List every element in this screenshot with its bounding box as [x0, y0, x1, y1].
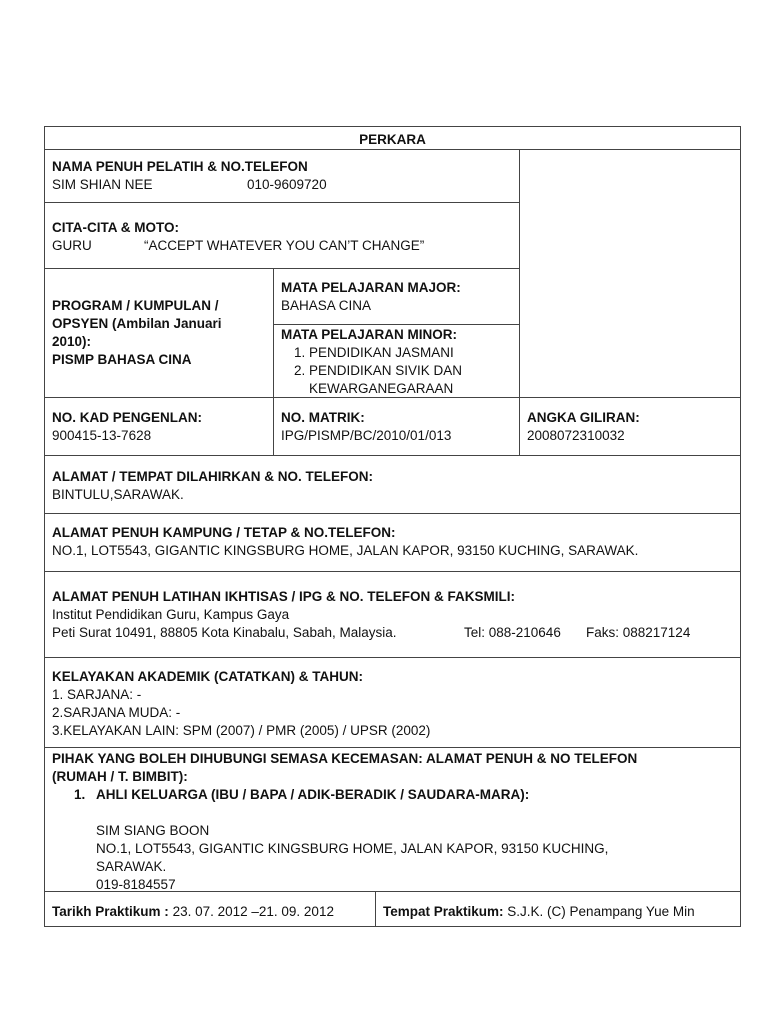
- major-label: MATA PELAJARAN MAJOR:: [281, 280, 461, 295]
- emergency-item-label: AHLI KELUARGA (IBU / BAPA / ADIK-BERADIK / SAUDARA-MARA):: [96, 787, 530, 802]
- matrik-section: [273, 405, 519, 449]
- program-value: PISMP BAHASA CINA: [52, 352, 192, 367]
- minor-item: 2. PENDIDIKAN SIVIK DAN KEWARGANEGARAAN: [309, 362, 511, 398]
- giliran-section: [519, 405, 740, 449]
- ambition-section: [44, 215, 519, 259]
- practicum-date-section: [44, 899, 375, 925]
- practicum-place-label: Tempat Praktikum:: [383, 904, 504, 919]
- academic-section: [44, 664, 741, 744]
- ipg-address-line2: Peti Surat 10491, 88805 Kota Kinabalu, Sabah, Malaysia.: [52, 625, 397, 640]
- emergency-item: 1. AHLI KELUARGA (IBU / BAPA / ADIK-BERADIK / SAUDARA-MARA):: [74, 787, 530, 802]
- emergency-contact-name: SIM SIANG BOON: [96, 823, 210, 838]
- giliran-label: ANGKA GILIRAN:: [527, 410, 640, 425]
- emergency-phone: 019-8184557: [96, 877, 176, 892]
- ipg-address-label: ALAMAT PENUH LATIHAN IKHTISAS / IPG & NO. TELEFON & FAKSMILI:: [52, 589, 515, 604]
- academic-line3: 3.KELAYAKAN LAIN: SPM (2007) / PMR (2005) / UPSR (2002): [52, 723, 431, 738]
- trainee-phone: 010-9609720: [247, 177, 327, 192]
- minor-list: [281, 344, 511, 398]
- practicum-place-section: [375, 899, 740, 925]
- name-section: [44, 154, 519, 198]
- trainee-name: SIM SHIAN NEE: [52, 177, 153, 192]
- program-label-line3: 2010):: [52, 334, 92, 349]
- home-address-label: ALAMAT PENUH KAMPUNG / TETAP & NO.TELEFON:: [52, 525, 396, 540]
- emergency-label-line1: PIHAK YANG BOLEH DIHUBUNGI SEMASA KECEMASAN: ALAMAT PENUH & NO TELEFON: [52, 751, 638, 766]
- practicum-date-value: 23. 07. 2012 –21. 09. 2012: [172, 904, 334, 919]
- form-header: PERKARA: [359, 132, 426, 147]
- ic-value: 900415-13-7628: [52, 428, 152, 443]
- emergency-label-line2: (RUMAH / T. BIMBIT):: [52, 769, 188, 784]
- birthplace-value: BINTULU,SARAWAK.: [52, 487, 184, 502]
- ic-section: [44, 405, 273, 449]
- matrik-value: IPG/PISMP/BC/2010/01/013: [281, 428, 452, 443]
- practicum-place-value: S.J.K. (C) Penampang Yue Min: [507, 904, 695, 919]
- ipg-tel: Tel: 088-210646: [464, 625, 561, 640]
- practicum-date-label: Tarikh Praktikum :: [52, 904, 169, 919]
- program-label-line2: OPSYEN (Ambilan Januari: [52, 316, 222, 331]
- major-value: BAHASA CINA: [281, 298, 372, 313]
- ipg-fax: Faks: 088217124: [586, 625, 691, 640]
- home-address-section: [44, 520, 741, 564]
- minor-section: [273, 322, 519, 402]
- program-label-line1: PROGRAM / KUMPULAN /: [52, 298, 219, 313]
- birthplace-label: ALAMAT / TEMPAT DILAHIRKAN & NO. TELEFON:: [52, 469, 373, 484]
- minor-item: 1. PENDIDIKAN JASMANI: [309, 344, 511, 362]
- academic-line2: 2.SARJANA MUDA: -: [52, 705, 181, 720]
- birthplace-section: [44, 464, 741, 508]
- name-label: NAMA PENUH PELATIH & NO.TELEFON: [52, 159, 308, 174]
- matrik-label: NO. MATRIK:: [281, 410, 365, 425]
- major-section: [273, 275, 519, 319]
- academic-line1: 1. SARJANA: -: [52, 687, 142, 702]
- minor-label: MATA PELAJARAN MINOR:: [281, 327, 457, 342]
- emergency-address-line2: SARAWAK.: [96, 859, 167, 874]
- home-address-value: NO.1, LOT5543, GIGANTIC KINGSBURG HOME, JALAN KAPOR, 93150 KUCHING, SARAWAK.: [52, 543, 639, 558]
- giliran-value: 2008072310032: [527, 428, 625, 443]
- emergency-address-line1: NO.1, LOT5543, GIGANTIC KINGSBURG HOME, JALAN KAPOR, 93150 KUCHING,: [96, 841, 609, 856]
- academic-label: KELAYAKAN AKADEMIK (CATATKAN) & TAHUN:: [52, 669, 363, 684]
- ipg-address-line1: Institut Pendidikan Guru, Kampus Gaya: [52, 607, 290, 622]
- ipg-address-section: [44, 584, 741, 646]
- ambition-label: CITA-CITA & MOTO:: [52, 220, 179, 235]
- emergency-section: [44, 746, 741, 898]
- motto-value: “ACCEPT WHATEVER YOU CAN’T CHANGE”: [144, 238, 425, 253]
- ambition-value: GURU: [52, 238, 92, 253]
- program-section: [44, 293, 273, 373]
- ic-label: NO. KAD PENGENLAN:: [52, 410, 203, 425]
